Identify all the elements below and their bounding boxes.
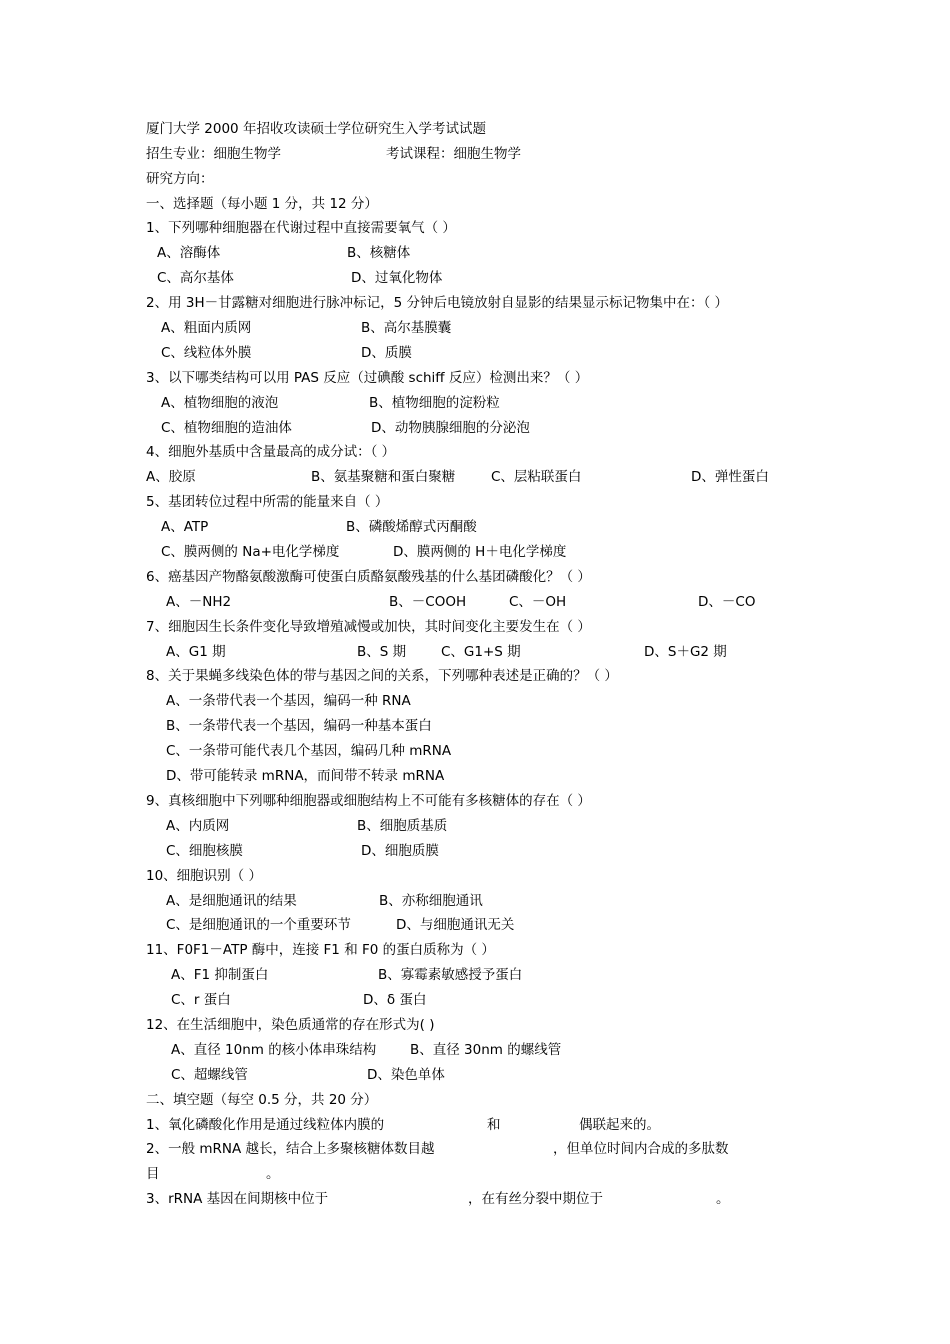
option-a: A、植物细胞的液泡: [161, 395, 279, 411]
option-c: C、－OH: [509, 594, 567, 610]
fill-text: 和: [487, 1117, 501, 1133]
option-b: B、一条带代表一个基因，编码一种基本蛋白: [166, 718, 432, 734]
option-c: C、细胞核膜: [166, 843, 243, 859]
major-label: 招生专业：细胞生物学: [146, 146, 281, 162]
question-stem: 8、关于果蝇多线染色体的带与基因之间的关系，下列哪种表述是正确的？（ ）: [146, 668, 618, 684]
fill-text: 1、氧化磷酸化作用是通过线粒体内膜的: [146, 1117, 385, 1133]
option-c: C、一条带可能代表几个基因，编码几种 mRNA: [166, 743, 452, 759]
fill-text: 。: [716, 1191, 730, 1207]
option-c: C、G1+S 期: [441, 644, 521, 660]
question-stem: 4、细胞外基质中含量最高的成分试：（ ）: [146, 444, 396, 460]
direction-label: 研究方向：: [146, 171, 214, 187]
option-d: D、S＋G2 期: [644, 644, 727, 660]
option-b: B、磷酸烯醇式丙酮酸: [346, 519, 477, 535]
option-c: C、是细胞通讯的一个重要环节: [166, 917, 351, 933]
option-a: A、G1 期: [166, 644, 226, 660]
option-d: D、－CO: [698, 594, 756, 610]
fill-text: ，但单位时间内合成的多肽数: [553, 1141, 729, 1157]
option-a: A、－NH2: [166, 594, 232, 610]
option-b: B、高尔基膜囊: [361, 320, 452, 336]
option-c: C、高尔基体: [157, 270, 234, 286]
question-stem: 12、在生活细胞中，染色质通常的存在形式为( ): [146, 1017, 435, 1033]
fill-text: 2、一般 mRNA 越长，结合上多聚核糖体数目越: [146, 1141, 435, 1157]
option-b: B、氨基聚糖和蛋白聚糖: [311, 469, 456, 485]
option-c: C、植物细胞的造油体: [161, 420, 292, 436]
option-a: A、直径 10nm 的核小体串珠结构: [171, 1042, 377, 1058]
option-d: D、δ 蛋白: [363, 992, 427, 1008]
option-a: A、内质网: [166, 818, 230, 834]
option-d: D、质膜: [361, 345, 412, 361]
section-heading-fill: 二、填空题（每空 0.5 分，共 20 分）: [146, 1092, 378, 1108]
option-c: C、膜两侧的 Na+电化学梯度: [161, 544, 340, 560]
option-a: A、溶酶体: [157, 245, 221, 261]
option-d: D、细胞质膜: [361, 843, 439, 859]
question-stem: 9、真核细胞中下列哪种细胞器或细胞结构上不可能有多核糖体的存在（ ）: [146, 793, 591, 809]
option-b: B、细胞质基质: [357, 818, 448, 834]
option-c: C、r 蛋白: [171, 992, 231, 1008]
question-stem: 5、基团转位过程中所需的能量来自（ ）: [146, 494, 389, 510]
exam-title: 厦门大学 2000 年招收攻读硕士学位研究生入学考试试题: [146, 121, 486, 137]
option-d: D、带可能转录 mRNA，而间带不转录 mRNA: [166, 768, 445, 784]
option-c: C、层粘联蛋白: [491, 469, 582, 485]
option-b: B、核糖体: [347, 245, 411, 261]
option-a: A、一条带代表一个基因，编码一种 RNA: [166, 693, 411, 709]
section-heading-choice: 一、选择题（每小题 1 分，共 12 分）: [146, 196, 378, 212]
fill-text: ，在有丝分裂中期位于: [468, 1191, 603, 1207]
option-a: A、ATP: [161, 519, 209, 535]
fill-text: 偶联起来的。: [579, 1117, 660, 1133]
option-d: D、染色单体: [367, 1067, 445, 1083]
question-stem: 11、F0F1－ATP 酶中，连接 F1 和 F0 的蛋白质称为（ ）: [146, 942, 495, 958]
option-b: B、植物细胞的淀粉粒: [369, 395, 500, 411]
question-stem: 10、细胞识别（ ）: [146, 868, 262, 884]
fill-text: 3、rRNA 基因在间期核中位于: [146, 1191, 329, 1207]
course-label: 考试课程：细胞生物学: [386, 146, 521, 162]
option-d: D、膜两侧的 H＋电化学梯度: [393, 544, 567, 560]
fill-text: 目: [146, 1166, 160, 1182]
option-d: D、与细胞通讯无关: [396, 917, 515, 933]
option-a: A、是细胞通讯的结果: [166, 893, 297, 909]
option-c: C、线粒体外膜: [161, 345, 252, 361]
question-stem: 6、癌基因产物酪氨酸激酶可使蛋白质酪氨酸残基的什么基团磷酸化？（ ）: [146, 569, 591, 585]
question-stem: 2、用 3H－甘露糖对细胞进行脉冲标记，5 分钟后电镜放射自显影的结果显示标记物集中在：（ ）: [146, 295, 729, 311]
option-b: B、－COOH: [389, 594, 467, 610]
question-stem: 7、细胞因生长条件变化导致增殖减慢或加快，其时间变化主要发生在（ ）: [146, 619, 591, 635]
option-c: C、超螺线管: [171, 1067, 248, 1083]
option-b: B、亦称细胞通讯: [379, 893, 483, 909]
fill-text: 。: [266, 1166, 280, 1182]
option-a: A、粗面内质网: [161, 320, 252, 336]
question-stem: 3、以下哪类结构可以用 PAS 反应（过碘酸 schiff 反应）检测出来？（ ）: [146, 370, 589, 386]
question-stem: 1、下列哪种细胞器在代谢过程中直接需要氧气（ ）: [146, 220, 456, 236]
option-a: A、胶原: [146, 469, 196, 485]
option-b: B、S 期: [357, 644, 407, 660]
option-d: D、过氧化物体: [351, 270, 443, 286]
option-a: A、F1 抑制蛋白: [171, 967, 269, 983]
option-b: B、寡霉素敏感授予蛋白: [378, 967, 523, 983]
option-b: B、直径 30nm 的螺线管: [410, 1042, 562, 1058]
option-d: D、动物胰腺细胞的分泌泡: [371, 420, 530, 436]
option-d: D、弹性蛋白: [691, 469, 769, 485]
